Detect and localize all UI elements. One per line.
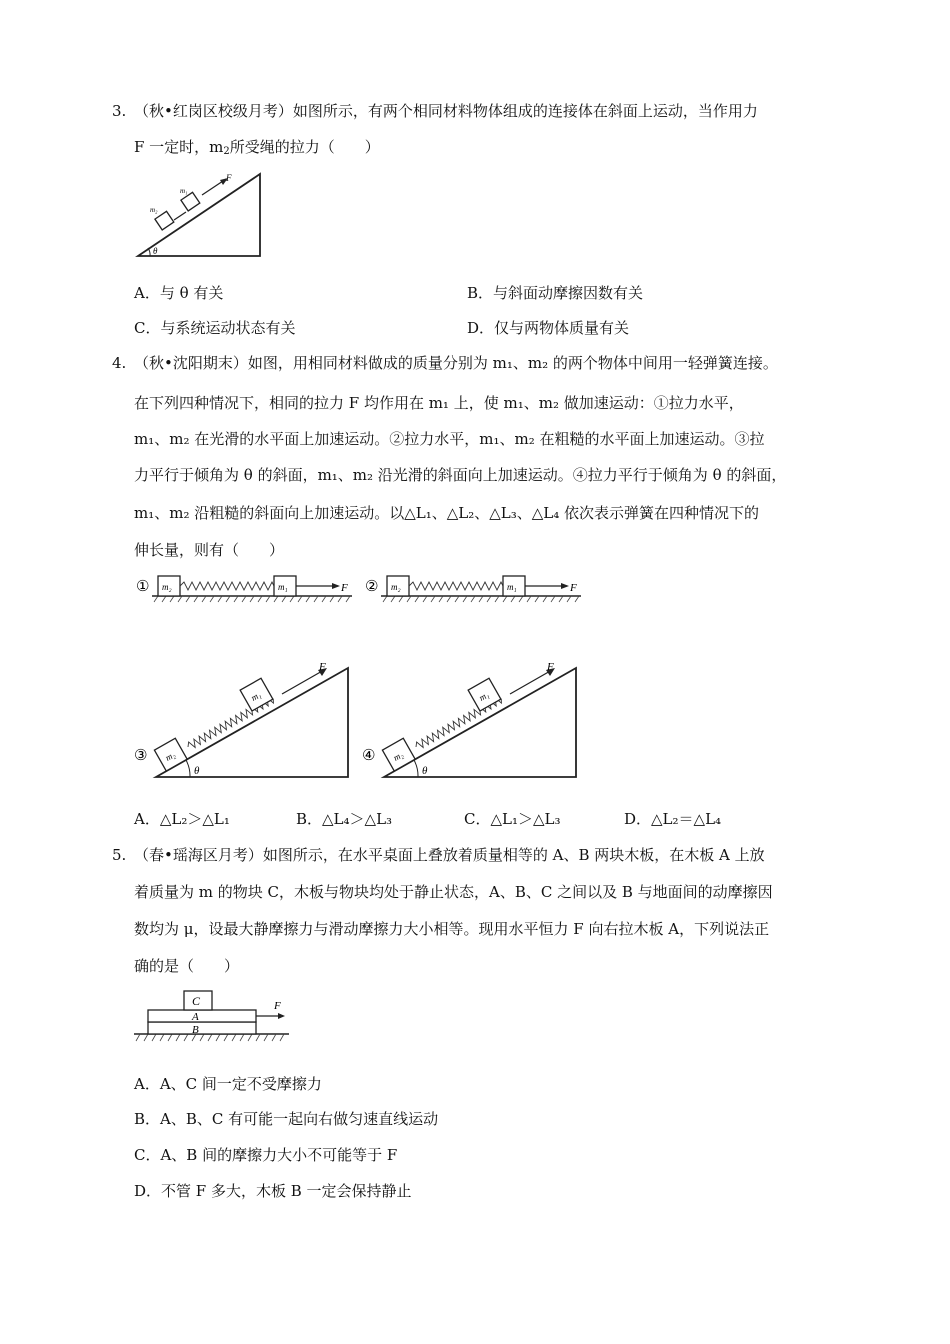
q5-option-a: A．A、C 间一定不受摩擦力 [134,1075,322,1093]
board-b [148,1022,256,1034]
m1-label: m₁ [278,582,288,592]
q4-number: 4. [112,354,127,372]
board-a-label: A [192,1011,199,1023]
angle-arc [186,760,190,777]
force-arrow [282,670,324,694]
figure-1-label: ① [136,577,150,595]
angle-label: θ [153,246,158,256]
q5-line-4: 确的是（ ） [134,957,240,975]
force-label: F [319,661,326,673]
q5-figure [134,986,292,1046]
q4-line-4: 力平行于倾角为 θ 的斜面，m₁、m₂ 沿光滑的斜面向上加速运动。④拉力平行于倾角为 θ 的斜面， [134,466,787,484]
q3-option-a: A．与 θ 有关 [134,284,224,302]
angle-label: θ [194,765,200,777]
q5-line-1: （春•瑶海区月考）如图所示，在水平桌面上叠放着质量相等的 A、B 两块木板，在木板 A 上放 [134,846,765,864]
figure-2-label: ② [365,577,379,595]
force-label: F [274,1000,281,1012]
q3-line-1 [134,101,758,121]
force-label: F [547,661,554,673]
force-arrowhead [332,583,340,589]
figure-4-label: ④ [362,746,376,764]
q4-option-c: C．△L₁＞△L₃ [464,810,561,828]
q4-line-5: m₁、m₂ 沿粗糙的斜面向上加速运动。以△L₁、△L₂、△L₃、△L₄ 依次表示弹簧在四种情况下的 [134,504,760,522]
m2-label: m₂ [391,749,405,763]
angle-arc [148,248,150,256]
q4-option-b: B．△L₄＞△L₃ [296,810,393,828]
force-label: F [341,582,348,594]
rope [174,212,186,220]
m1-label: m₁ [180,187,188,195]
q4-line-6: 伸长量，则有（ ） [134,541,285,559]
q3-line-2 [134,137,380,162]
m1-label: m₁ [477,689,491,703]
q5-line-2: 着质量为 m 的物块 C，木板与物块均处于静止状态，A、B、C 之间以及 B 与地面间的动摩擦因 [134,883,773,901]
q4-figure-4 [362,660,584,784]
q5-line-3: 数均为 μ，设最大静摩擦力与滑动摩擦力大小相等。现用水平恒力 F 向右拉木板 A，下列说法正 [134,920,770,938]
q5-option-c: C．A、B 间的摩擦力大小不可能等于 F [134,1146,398,1164]
ground-hatching [383,596,579,602]
q3-text-2-sub: 2 [223,146,230,157]
q4-figure-2 [363,572,589,606]
q3-incline-figure [134,170,266,262]
q3-text-2b: 所受绳的拉力（ ） [229,138,380,156]
q4-figure-3 [134,660,356,784]
q3-number: 3. [112,102,127,120]
m2-label: m₂ [391,582,401,592]
angle-arc [414,760,418,777]
incline [138,174,260,256]
m1-label: m₁ [249,689,263,703]
force-arrow [510,670,552,694]
force-label: F [226,173,232,183]
block-c-label: C [192,994,201,1008]
q4-figure-1 [134,572,360,606]
q3-text-2a: F 一定时，m [134,138,224,156]
q3-text-1: 如图所示，有两个相同材料物体组成的连接体在斜面上运动，当作用力 [292,102,758,120]
q5-option-b: B．A、B、C 有可能一起向右做匀速直线运动 [134,1110,439,1128]
q3-source: （秋•红岗区校级月考） [134,102,293,120]
q4-option-d: D．△L₂＝△L₄ [624,810,722,828]
block-m2 [382,738,415,771]
m2-label: m₂ [162,582,172,592]
figure-3-label: ③ [134,746,148,764]
m1-label: m₁ [507,582,517,592]
q5-number: 5. [112,846,127,864]
q4-option-a: A．△L₂＞△L₁ [134,810,230,828]
q3-option-c: C．与系统运动状态有关 [134,319,296,337]
block-m1 [181,192,200,211]
q5-option-d: D．不管 F 多大，木板 B 一定会保持静止 [134,1182,412,1200]
force-arrowhead [561,583,569,589]
ground-hatching [136,1034,284,1041]
board-a [148,1010,256,1022]
block-m2 [155,211,174,230]
force-label: F [570,582,577,594]
q3-option-b: B．与斜面动摩擦因数有关 [467,284,644,302]
block-m2 [154,738,187,771]
board-b-label: B [192,1024,199,1036]
q4-line-1: （秋•沈阳期末）如图，用相同材料做成的质量分别为 m₁、m₂ 的两个物体中间用一轻弹簧连接。 [134,354,778,372]
m2-label: m₂ [150,206,158,214]
q4-line-3: m₁、m₂ 在光滑的水平面上加速运动。②拉力水平，m₁、m₂ 在粗糙的水平面上加速运动。③拉 [134,430,765,448]
q3-option-d: D．仅与两物体质量有关 [467,319,630,337]
m2-label: m₂ [163,749,177,763]
ground-hatching [154,596,350,602]
force-arrowhead [278,1013,285,1019]
q4-line-2: 在下列四种情况下，相同的拉力 F 均作用在 m₁ 上，使 m₁、m₂ 做加速运动：①拉力水平， [134,394,744,412]
angle-label: θ [422,765,428,777]
